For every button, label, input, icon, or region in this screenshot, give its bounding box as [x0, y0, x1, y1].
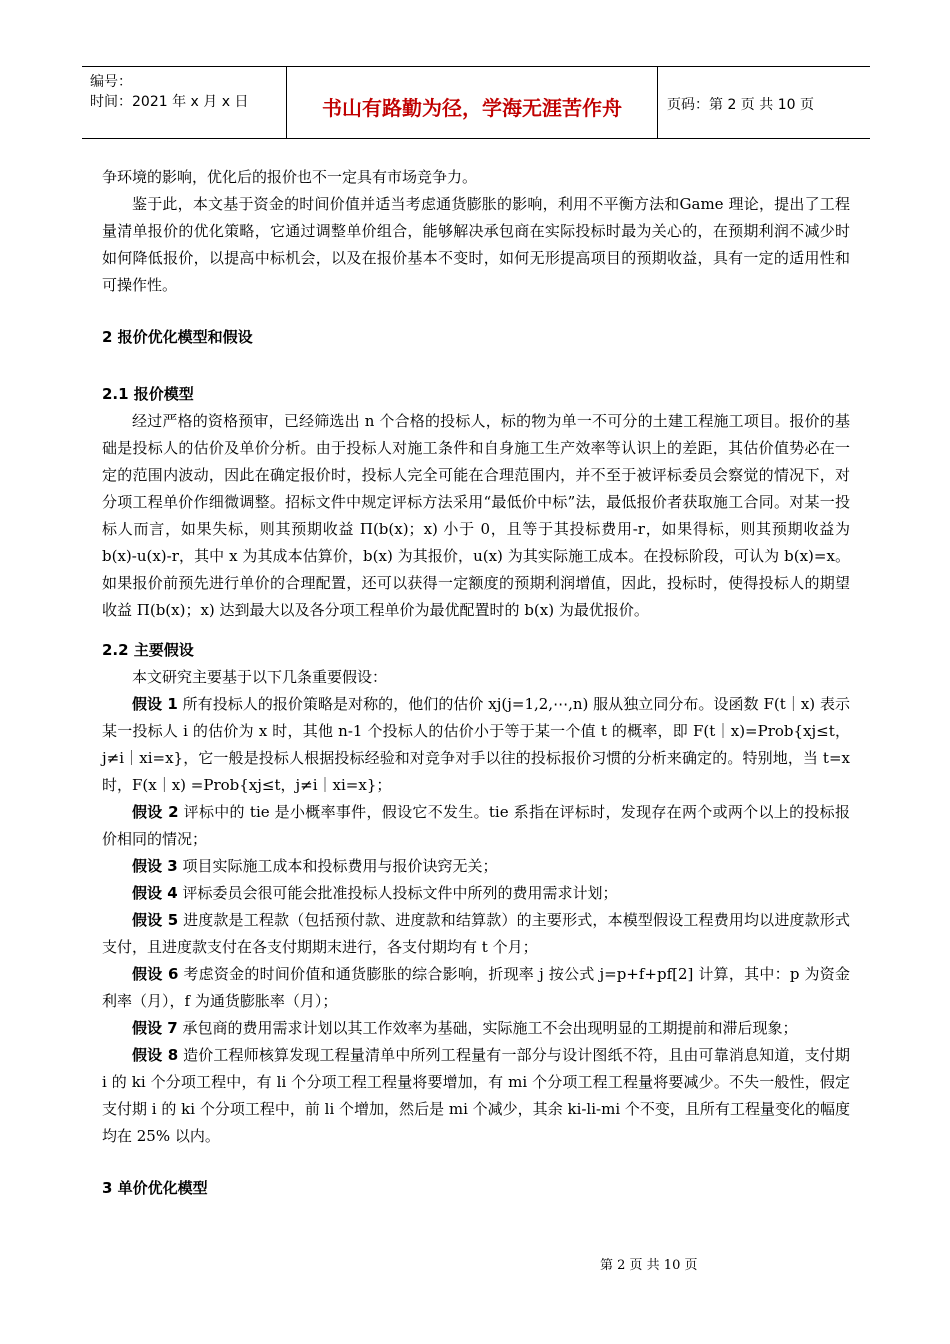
- assumption-label: 假设 6: [132, 965, 179, 983]
- header-divider-right: [657, 66, 658, 139]
- assumption-text: 考虑资金的时间价值和通货膨胀的综合影响，折现率 j 按公式 j=p+f+pf[2] 计算，其中：p 为资金利率（月），f 为通货膨胀率（月）；: [102, 965, 850, 1010]
- header-meta: [90, 72, 248, 112]
- document-body: [102, 164, 850, 1232]
- assumption-label: 假设 1: [132, 695, 178, 713]
- assumption-4: [102, 880, 850, 907]
- header-page-info: 页码：第 2 页 共 10 页: [667, 97, 814, 113]
- assumption-text: 所有投标人的报价策略是对称的，他们的估价 xj(j=1,2,⋯,n) 服从独立同分布。设函数 F(t｜x) 表示某一投标人 i 的估价为 x 时，其他 n-1 个投标人的估价小于等于某一个值 t 的概率，即 F(t｜x)=Prob{xj≤t，j≠i｜xi=x}，它一般是投标人根据投标经验和对竞争对手以往的投标报价习惯的分析来确定的。特别地，当 t=x 时，F(x｜x) =Prob{xj≤t，j≠i｜xi=x}；: [102, 695, 850, 794]
- assumption-text: 项目实际施工成本和投标费用与报价诀窍无关；: [182, 857, 498, 875]
- subsection-heading: 2.1 报价模型: [102, 385, 194, 403]
- paragraph: 本文研究主要基于以下几条重要假设：: [132, 668, 388, 686]
- subsection-heading: 2.2 主要假设: [102, 641, 194, 659]
- header-motto: 书山有路勤为径，学海无涯苦作舟: [322, 96, 622, 120]
- page-footer: 第 2 页 共 10 页: [600, 1258, 698, 1273]
- assumption-text: 评标委员会很可能会批准投标人投标文件中所列的费用需求计划；: [182, 884, 618, 902]
- assumption-3: [102, 853, 850, 880]
- assumption-label: 假设 5: [132, 911, 179, 929]
- assumption-text: 承包商的费用需求计划以其工作效率为基础，实际施工不会出现明显的工期提前和滞后现象；: [182, 1019, 798, 1037]
- header-time: 时间：2021 年 x 月 x 日: [90, 94, 249, 110]
- section-heading: 3 单价优化模型: [102, 1179, 208, 1197]
- assumption-7: [102, 1015, 850, 1042]
- header-bottom-rule: [82, 138, 870, 139]
- paragraph: 争环境的影响，优化后的报价也不一定具有市场竞争力。: [102, 168, 478, 186]
- assumption-5: [102, 907, 850, 961]
- assumption-text: 进度款是工程款（包括预付款、进度款和结算款）的主要形式，本模型假设工程费用均以进度款形式支付，且进度款支付在各支付期期末进行，各支付期均有 t 个月；: [102, 911, 850, 956]
- assumption-text: 评标中的 tie 是小概率事件，假设它不发生。tie 系指在评标时，发现存在两个或两个以上的投标报价相同的情况；: [102, 803, 850, 848]
- assumption-label: 假设 7: [132, 1019, 178, 1037]
- assumption-label: 假设 3: [132, 857, 178, 875]
- section-heading: 2 报价优化模型和假设: [102, 328, 253, 346]
- header-number: 编号：: [90, 74, 132, 90]
- assumption-text: 造价工程师核算发现工程量清单中所列工程量有一部分与设计图纸不符，且由可靠消息知道，支付期 i 的 ki 个分项工程中，有 li 个分项工程工程量将要增加，有 mi 个分项工程工程量将要减少。不失一般性，假定支付期 i 的 ki 个分项工程中，前 li 个增加，然后是 mi 个减少，其余 ki-li-mi 个不变，且所有工程量变化的幅度均在 25% 以内。: [102, 1046, 850, 1145]
- paragraph: 鉴于此，本文基于资金的时间价值并适当考虑通货膨胀的影响，利用不平衡方法和Game 理论，提出了工程量清单报价的优化策略，它通过调整单价组合，能够解决承包商在实际投标时最为关心的，在预期利润不减少时如何降低报价，以提高中标机会，以及在报价基本不变时，如何无形提高项目的预期收益，具有一定的适用性和可操作性。: [102, 195, 850, 294]
- header-top-rule: [82, 66, 870, 67]
- assumption-label: 假设 2: [132, 803, 179, 821]
- assumption-label: 假设 8: [132, 1046, 179, 1064]
- assumption-8: [102, 1042, 850, 1150]
- assumption-label: 假设 4: [132, 884, 178, 902]
- assumption-6: [102, 961, 850, 1015]
- assumption-2: [102, 799, 850, 853]
- assumption-1: [102, 691, 850, 799]
- page-header: [82, 66, 870, 140]
- paragraph: 经过严格的资格预审，已经筛选出 n 个合格的投标人，标的物为单一不可分的土建工程施工项目。报价的基础是投标人的估价及单价分析。由于投标人对施工条件和自身施工生产效率等认识上的差距，其估价值势必在一定的范围内波动，因此在确定报价时，投标人完全可能在合理范围内，并不至于被评标委员会察觉的情况下，对分项工程单价作细微调整。招标文件中规定评标方法采用“最低价中标”法，最低报价者获取施工合同。对某一投标人而言，如果失标，则其预期收益 Π(b(x)；x) 小于 0，且等于其投标费用-r，如果得标，则其预期收益为 b(x)-u(x)-r，其中 x 为其成本估算价，b(x) 为其报价，u(x) 为其实际施工成本。在投标阶段，可认为 b(x)=x。如果报价前预先进行单价的合理配置，还可以获得一定额度的预期利润增值，因此，投标时，使得投标人的期望收益 Π(b(x)；x) 达到最大以及各分项工程单价为最优配置时的 b(x) 为最优报价。: [102, 412, 850, 619]
